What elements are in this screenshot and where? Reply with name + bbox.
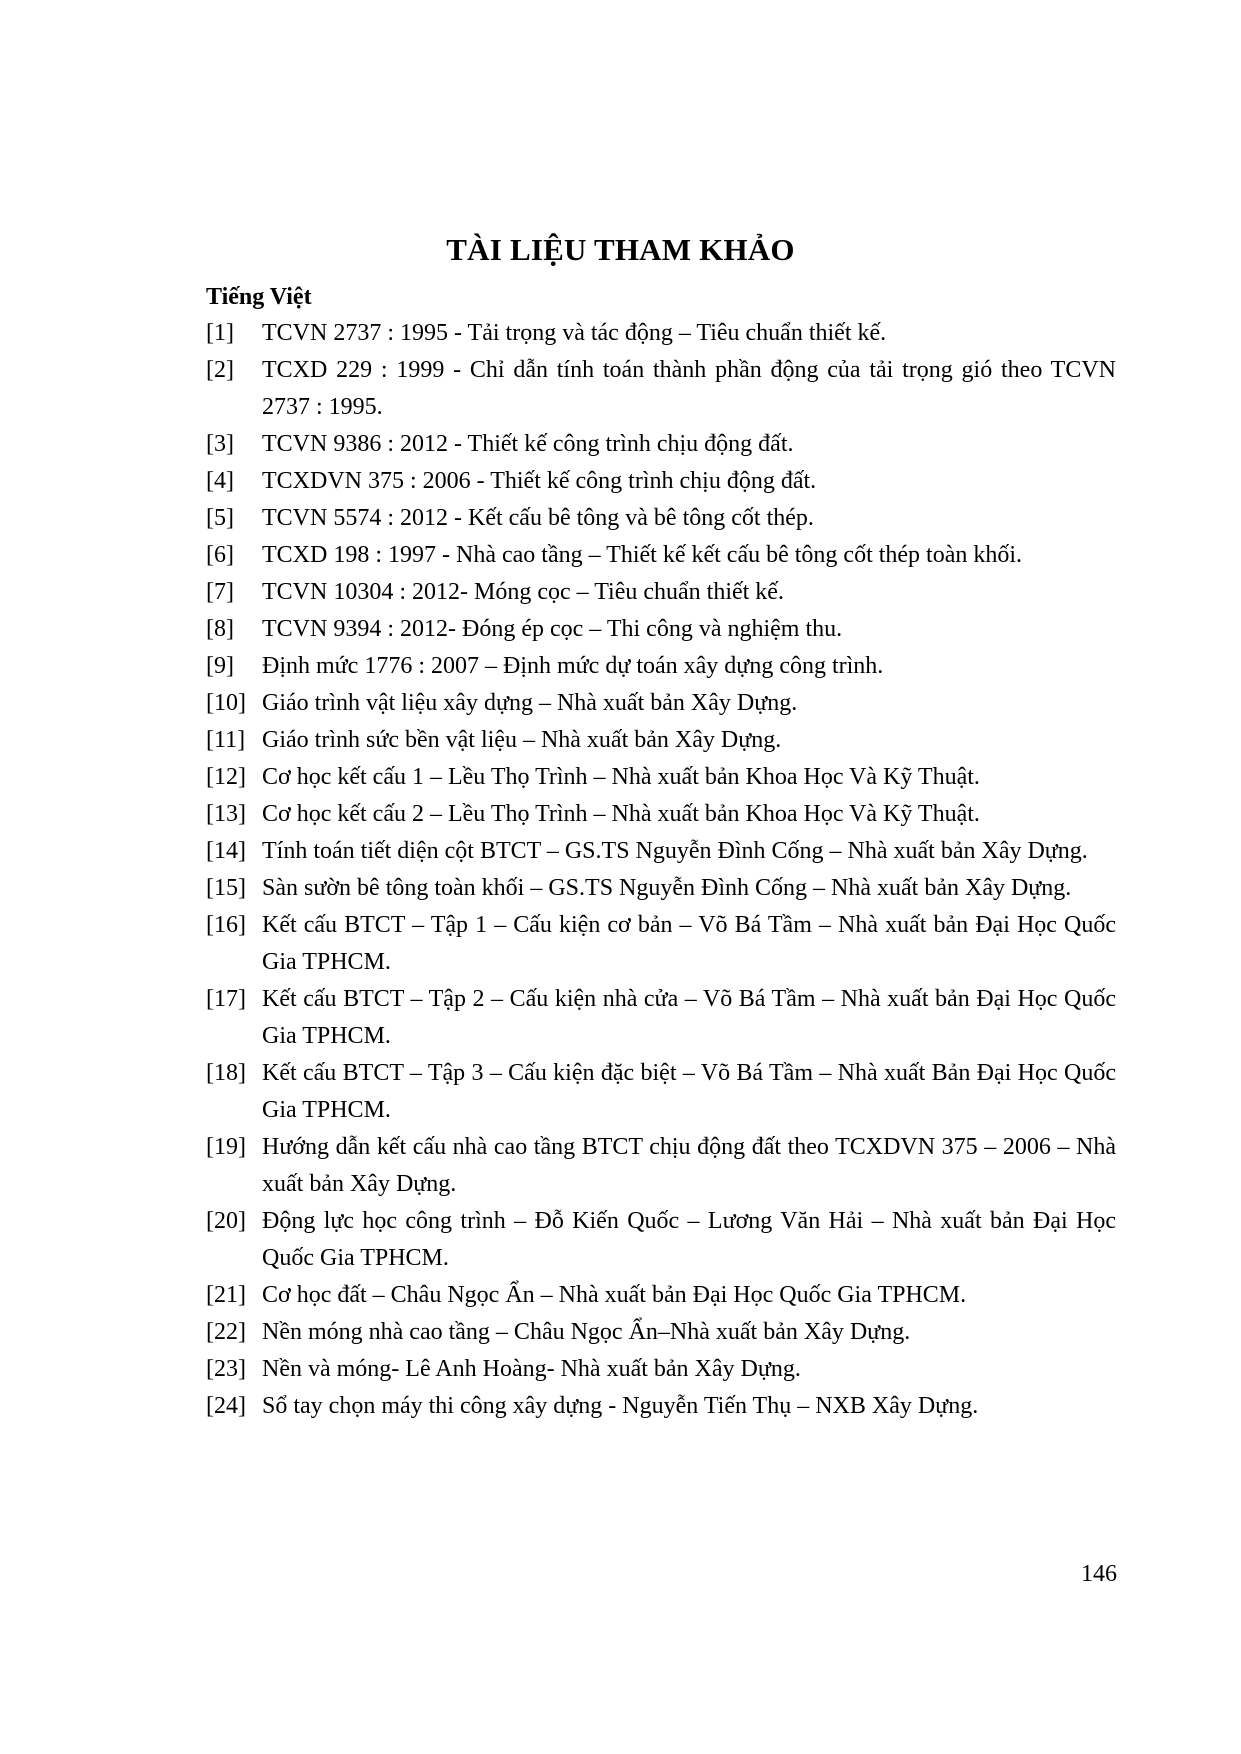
reference-text: TCVN 10304 : 2012- Móng cọc – Tiêu chuẩn thiết kế.	[262, 579, 784, 605]
reference-number: [21]	[206, 1282, 246, 1308]
reference-item	[206, 1203, 1116, 1277]
reference-number: [2]	[206, 357, 234, 383]
reference-number: [9]	[206, 653, 234, 679]
reference-text: TCVN 5574 : 2012 - Kết cấu bê tông và bê tông cốt thép.	[262, 505, 814, 531]
reference-text: TCVN 9394 : 2012- Đóng ép cọc – Thi công và nghiệm thu.	[262, 616, 843, 642]
reference-number: [18]	[206, 1060, 246, 1086]
reference-number: [8]	[206, 616, 234, 642]
reference-item	[206, 1314, 1116, 1351]
reference-number: [16]	[206, 912, 246, 938]
reference-text: Cơ học đất – Châu Ngọc Ẩn – Nhà xuất bản Đại Học Quốc Gia TPHCM.	[262, 1282, 967, 1308]
reference-item	[206, 1388, 1116, 1425]
reference-item	[206, 907, 1116, 981]
reference-item	[206, 315, 1116, 352]
reference-number: [17]	[206, 986, 246, 1012]
reference-number: [7]	[206, 579, 234, 605]
reference-text: Hướng dẫn kết cấu nhà cao tầng BTCT chịu động đất theo TCXDVN 375 – 2006 – Nhà xuất bản Xây Dựng.	[262, 1134, 1116, 1197]
reference-text: Kết cấu BTCT – Tập 3 – Cấu kiện đặc biệt – Võ Bá Tầm – Nhà xuất Bản Đại Học Quốc Gia TPHCM.	[262, 1060, 1116, 1123]
reference-item	[206, 1055, 1116, 1129]
reference-text: Giáo trình vật liệu xây dựng – Nhà xuất bản Xây Dựng.	[262, 690, 798, 716]
reference-text: Cơ học kết cấu 2 – Lều Thọ Trình – Nhà xuất bản Khoa Học Và Kỹ Thuật.	[262, 801, 980, 827]
reference-text: Kết cấu BTCT – Tập 2 – Cấu kiện nhà cửa – Võ Bá Tầm – Nhà xuất bản Đại Học Quốc Gia TPHCM.	[262, 986, 1116, 1049]
reference-number: [15]	[206, 875, 246, 901]
reference-item	[206, 833, 1116, 870]
reference-number: [20]	[206, 1208, 246, 1234]
reference-number: [1]	[206, 320, 234, 346]
reference-number: [24]	[206, 1393, 246, 1419]
reference-item	[206, 870, 1116, 907]
reference-text: TCXD 229 : 1999 - Chỉ dẫn tính toán thành phần động của tải trọng gió theo TCVN 2737 : 1995.	[262, 357, 1116, 420]
reference-text: Giáo trình sức bền vật liệu – Nhà xuất bản Xây Dựng.	[262, 727, 782, 753]
reference-item	[206, 685, 1116, 722]
page-title: TÀI LIỆU THAM KHẢO	[446, 232, 795, 267]
reference-text: Nền và móng- Lê Anh Hoàng- Nhà xuất bản Xây Dựng.	[262, 1356, 801, 1382]
reference-text: TCXDVN 375 : 2006 - Thiết kế công trình chịu động đất.	[262, 468, 817, 494]
reference-text: Tính toán tiết diện cột BTCT – GS.TS Nguyễn Đình Cống – Nhà xuất bản Xây Dựng.	[262, 838, 1088, 864]
reference-number: [11]	[206, 727, 246, 753]
reference-text: Nền móng nhà cao tầng – Châu Ngọc Ẩn–Nhà xuất bản Xây Dựng.	[262, 1319, 911, 1345]
reference-item	[206, 574, 1116, 611]
reference-item	[206, 611, 1116, 648]
section-heading: Tiếng Việt	[206, 284, 312, 310]
reference-number: [14]	[206, 838, 246, 864]
reference-text: Cơ học kết cấu 1 – Lều Thọ Trình – Nhà xuất bản Khoa Học Và Kỹ Thuật.	[262, 764, 980, 790]
reference-text: TCVN 9386 : 2012 - Thiết kế công trình chịu động đất.	[262, 431, 794, 457]
reference-number: [19]	[206, 1134, 246, 1160]
reference-text: Sổ tay chọn máy thi công xây dựng - Nguyễn Tiến Thụ – NXB Xây Dựng.	[262, 1393, 979, 1419]
reference-text: TCVN 2737 : 1995 - Tải trọng và tác động – Tiêu chuẩn thiết kế.	[262, 320, 887, 346]
reference-item	[206, 352, 1116, 426]
reference-text: Định mức 1776 : 2007 – Định mức dự toán xây dựng công trình.	[262, 653, 884, 679]
reference-item	[206, 1277, 1116, 1314]
reference-number: [4]	[206, 468, 234, 494]
page-number: 146	[1081, 1561, 1117, 1587]
reference-number: [23]	[206, 1356, 246, 1382]
reference-item	[206, 1351, 1116, 1388]
reference-item	[206, 537, 1116, 574]
reference-item	[206, 648, 1116, 685]
reference-number: [5]	[206, 505, 234, 531]
reference-list	[206, 315, 1116, 1425]
reference-item	[206, 500, 1116, 537]
reference-item	[206, 981, 1116, 1055]
reference-text: Kết cấu BTCT – Tập 1 – Cấu kiện cơ bản – Võ Bá Tầm – Nhà xuất bản Đại Học Quốc Gia TPHCM.	[262, 912, 1116, 975]
reference-item	[206, 722, 1116, 759]
reference-item	[206, 796, 1116, 833]
reference-text: TCXD 198 : 1997 - Nhà cao tầng – Thiết kế kết cấu bê tông cốt thép toàn khối.	[262, 542, 1023, 568]
reference-item	[206, 1129, 1116, 1203]
reference-number: [3]	[206, 431, 234, 457]
reference-number: [10]	[206, 690, 246, 716]
reference-number: [13]	[206, 801, 246, 827]
reference-item	[206, 759, 1116, 796]
reference-number: [22]	[206, 1319, 246, 1345]
reference-text: Sàn sườn bê tông toàn khối – GS.TS Nguyễn Đình Cống – Nhà xuất bản Xây Dựng.	[262, 875, 1072, 901]
reference-number: [12]	[206, 764, 246, 790]
reference-number: [6]	[206, 542, 234, 568]
reference-item	[206, 463, 1116, 500]
reference-item	[206, 426, 1116, 463]
reference-text: Động lực học công trình – Đỗ Kiến Quốc – Lương Văn Hải – Nhà xuất bản Đại Học Quốc Gia TPHCM.	[262, 1208, 1116, 1271]
